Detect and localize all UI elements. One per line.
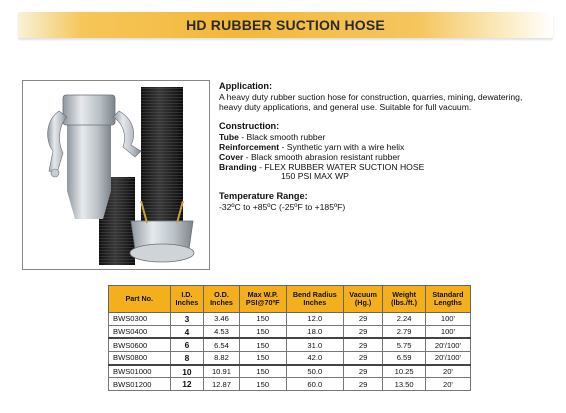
cell-id: 12: [170, 378, 204, 391]
header-standard-lengths: [425, 286, 470, 313]
header-max-wp: [239, 286, 286, 313]
header-standard-lengths-line1: Standard: [432, 289, 464, 299]
cell-part-no: BWS01200: [109, 378, 171, 391]
cell-max-wp: 150: [239, 352, 286, 365]
branding-text-line2: 150 PSI MAX WP: [281, 171, 349, 182]
spec-table: [108, 285, 471, 391]
header-od-line1: O.D.: [214, 289, 229, 299]
header-bend-radius-line2: Inches: [303, 298, 327, 307]
cell-weight: 5.75: [383, 338, 426, 351]
application-section: [219, 82, 539, 112]
cell-od: 10.91: [204, 365, 239, 378]
application-heading: Application:: [219, 81, 273, 91]
cell-length: 20'/100': [425, 352, 470, 365]
header-max-wp-line2: PSI@70ºF: [245, 298, 280, 307]
cell-id: 3: [170, 313, 204, 326]
cell-vacuum: 29: [343, 325, 383, 338]
cell-bend-radius: 18.0: [286, 325, 343, 338]
header-weight-line2: (lbs./ft.): [391, 298, 418, 307]
cell-part-no: BWS0800: [109, 352, 171, 365]
cell-length: 100': [425, 313, 470, 326]
header-bend-radius-line1: Bend Radius: [292, 289, 337, 299]
tube-label: Tube: [219, 132, 239, 143]
cell-vacuum: 29: [343, 338, 383, 351]
header-vacuum-line2: (Hg.): [354, 298, 372, 307]
cell-max-wp: 150: [239, 313, 286, 326]
cell-vacuum: 29: [343, 352, 383, 365]
table-row: [109, 313, 471, 326]
table-row: [109, 338, 471, 351]
branding-text: - FLEX RUBBER WATER SUCTION HOSE: [256, 161, 425, 172]
table-row: [109, 325, 471, 338]
cell-od: 12.87: [204, 378, 239, 391]
cell-od: 6.54: [204, 338, 239, 351]
cell-vacuum: 29: [343, 378, 383, 391]
page-title: HD RUBBER SUCTION HOSE: [186, 17, 385, 33]
cell-length: 20'/100': [425, 338, 470, 351]
temperature-heading: Temperature Range:: [219, 191, 308, 202]
table-row: [109, 378, 471, 391]
cell-id: 6: [170, 338, 204, 351]
cell-length: 20': [425, 378, 470, 391]
header-vacuum: [343, 286, 383, 313]
header-weight-line1: Weight: [392, 289, 417, 299]
temperature-text: -32ºC to +85ºC (-25ºF to +185ºF): [219, 201, 346, 212]
cell-weight: 13.50: [383, 378, 426, 391]
cell-id: 10: [170, 365, 204, 378]
cell-weight: 2.24: [383, 313, 426, 326]
header-weight: [383, 286, 426, 313]
reinforcement-text: - Synthetic yarn with a wire helix: [279, 141, 405, 152]
application-text: A heavy duty rubber suction hose for construction, quarries, mining, dewatering, heavy duty applications, and general use. Suitable for full vacuum.: [219, 91, 523, 112]
cover-text: - Black smooth abrasion resistant rubber: [243, 151, 401, 162]
temperature-section: [219, 192, 539, 213]
cell-max-wp: 150: [239, 338, 286, 351]
cell-part-no: BWS0300: [109, 313, 171, 326]
header-bend-radius: [286, 286, 343, 313]
construction-section: [219, 122, 539, 182]
table-row: [109, 365, 471, 378]
cell-od: 3.46: [204, 313, 239, 326]
spec-table-header-row: [109, 286, 471, 313]
cell-part-no: BWS0600: [109, 338, 171, 351]
cell-max-wp: 150: [239, 365, 286, 378]
cell-od: 8.82: [204, 352, 239, 365]
title-banner: [18, 12, 553, 38]
header-od-line2: Inches: [210, 298, 233, 307]
cell-max-wp: 150: [239, 378, 286, 391]
construction-branding: [219, 163, 539, 173]
cell-bend-radius: 50.0: [286, 365, 343, 378]
cell-vacuum: 29: [343, 313, 383, 326]
table-row: [109, 352, 471, 365]
cell-part-no: BWS01000: [109, 365, 171, 378]
cover-label: Cover: [219, 151, 244, 162]
cell-length: 100': [425, 325, 470, 338]
cell-bend-radius: 31.0: [286, 338, 343, 351]
product-description: [219, 82, 539, 223]
header-max-wp-line1: Max W.P.: [247, 289, 278, 299]
header-vacuum-line1: Vacuum: [349, 289, 377, 299]
header-standard-lengths-line2: Lengths: [433, 298, 462, 307]
cell-id: 4: [170, 325, 204, 338]
cell-bend-radius: 60.0: [286, 378, 343, 391]
cell-vacuum: 29: [343, 365, 383, 378]
header-part-no-text: Part No.: [125, 293, 154, 303]
cell-weight: 6.59: [383, 352, 426, 365]
cell-bend-radius: 12.0: [286, 313, 343, 326]
cell-weight: 10.25: [383, 365, 426, 378]
construction-heading: Construction:: [219, 121, 280, 132]
cell-weight: 2.79: [383, 325, 426, 338]
product-photo: [22, 80, 210, 270]
cell-length: 20': [425, 365, 470, 378]
header-od: [204, 286, 239, 313]
tube-text: - Black smooth rubber: [238, 132, 326, 143]
cell-part-no: BWS0400: [109, 325, 171, 338]
reinforcement-label: Reinforcement: [219, 141, 280, 152]
cell-bend-radius: 42.0: [286, 352, 343, 365]
cell-od: 4.53: [204, 325, 239, 338]
header-id-line1: I.D.: [181, 289, 193, 299]
branding-label: Branding: [219, 161, 257, 172]
hose-with-camlock-couplings-icon: [23, 81, 209, 269]
header-id: [170, 286, 204, 313]
header-id-line2: Inches: [175, 298, 199, 307]
cell-max-wp: 150: [239, 325, 286, 338]
header-part-no: [109, 286, 171, 313]
cell-id: 8: [170, 352, 204, 365]
